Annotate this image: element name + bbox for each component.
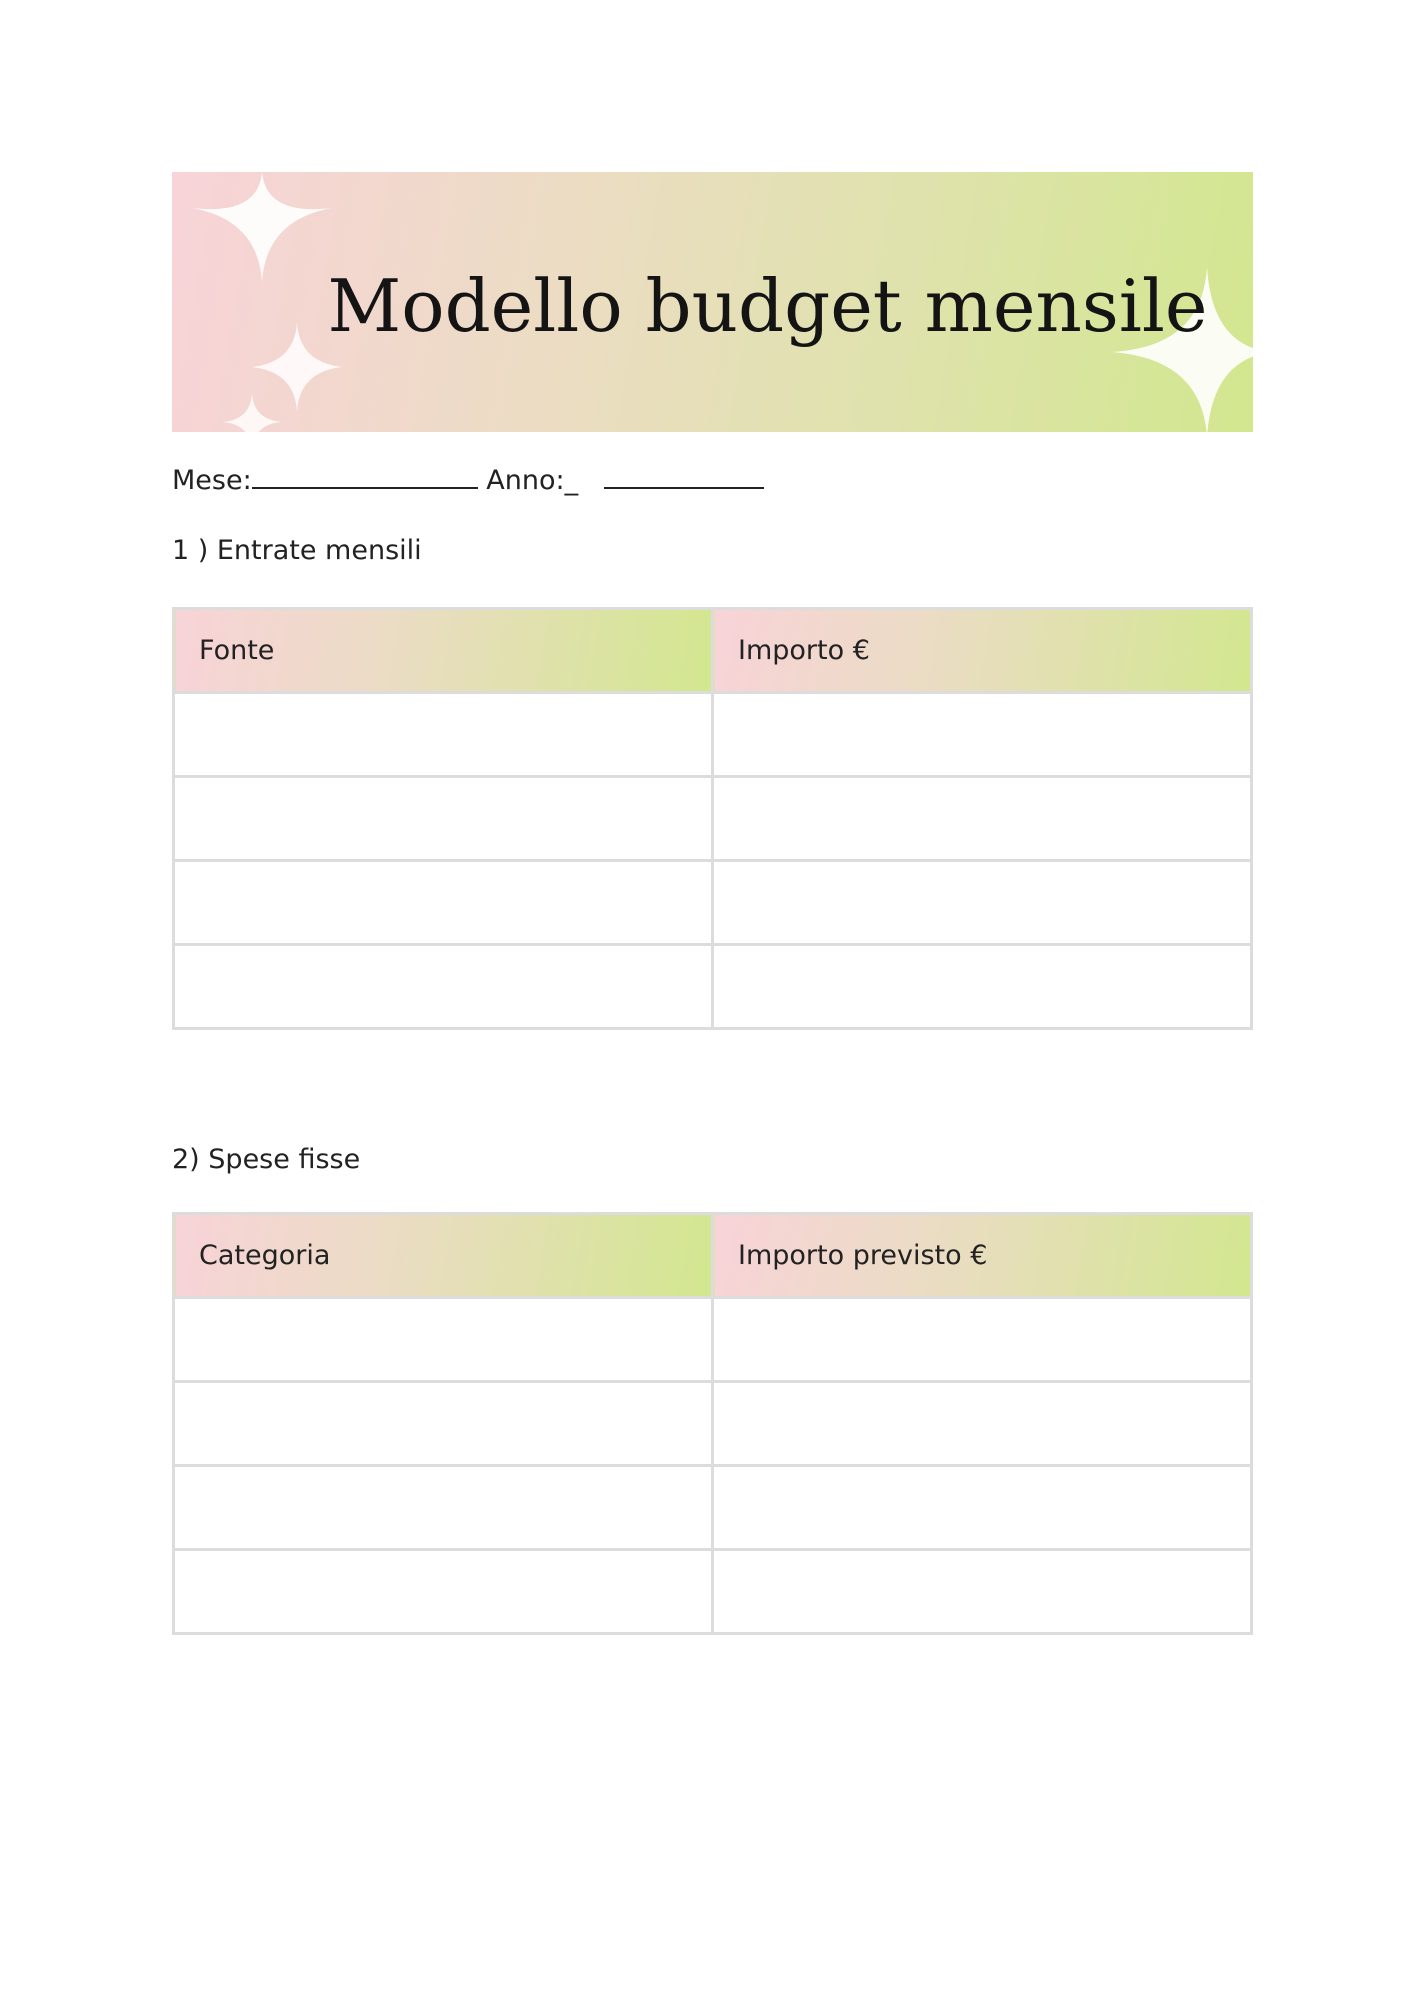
column-header: Importo € — [713, 609, 1252, 693]
table-cell[interactable] — [713, 1382, 1252, 1466]
table-cell[interactable] — [174, 1550, 713, 1634]
column-header: Categoria — [174, 1214, 713, 1298]
year-input[interactable] — [604, 463, 764, 489]
table-row — [174, 861, 1252, 945]
table-row — [174, 777, 1252, 861]
fixed-expenses-table — [172, 1212, 1253, 1635]
table-row — [174, 945, 1252, 1029]
table-cell[interactable] — [713, 693, 1252, 777]
sparkle-icon — [222, 392, 282, 432]
income-table — [172, 607, 1253, 1030]
table-row — [174, 1298, 1252, 1382]
month-label: Mese: — [172, 465, 252, 496]
table-cell[interactable] — [713, 1298, 1252, 1382]
table-cell[interactable] — [713, 861, 1252, 945]
table-cell[interactable] — [713, 945, 1252, 1029]
section-title: 2) Spese fisse — [172, 1144, 361, 1175]
table-row — [174, 1466, 1252, 1550]
section-title: 1 ) Entrate mensili — [172, 535, 422, 566]
column-header: Fonte — [174, 609, 713, 693]
table-row — [174, 1550, 1252, 1634]
table-cell[interactable] — [174, 1466, 713, 1550]
table-cell[interactable] — [174, 1298, 713, 1382]
title-banner — [172, 172, 1253, 432]
table-cell[interactable] — [713, 1466, 1252, 1550]
table-cell[interactable] — [174, 1382, 713, 1466]
table-row — [174, 693, 1252, 777]
table-cell[interactable] — [174, 693, 713, 777]
year-label: Anno:_ — [486, 465, 579, 496]
table-cell[interactable] — [713, 777, 1252, 861]
month-input[interactable] — [252, 463, 478, 489]
table-cell[interactable] — [713, 1550, 1252, 1634]
table-cell[interactable] — [174, 777, 713, 861]
table-header-row — [174, 609, 1252, 693]
table-row — [174, 1382, 1252, 1466]
column-header: Importo previsto € — [713, 1214, 1252, 1298]
date-fields — [172, 463, 764, 496]
table-cell[interactable] — [174, 861, 713, 945]
table-header-row — [174, 1214, 1252, 1298]
table-cell[interactable] — [174, 945, 713, 1029]
page-title: Modello budget mensile — [327, 264, 1208, 348]
